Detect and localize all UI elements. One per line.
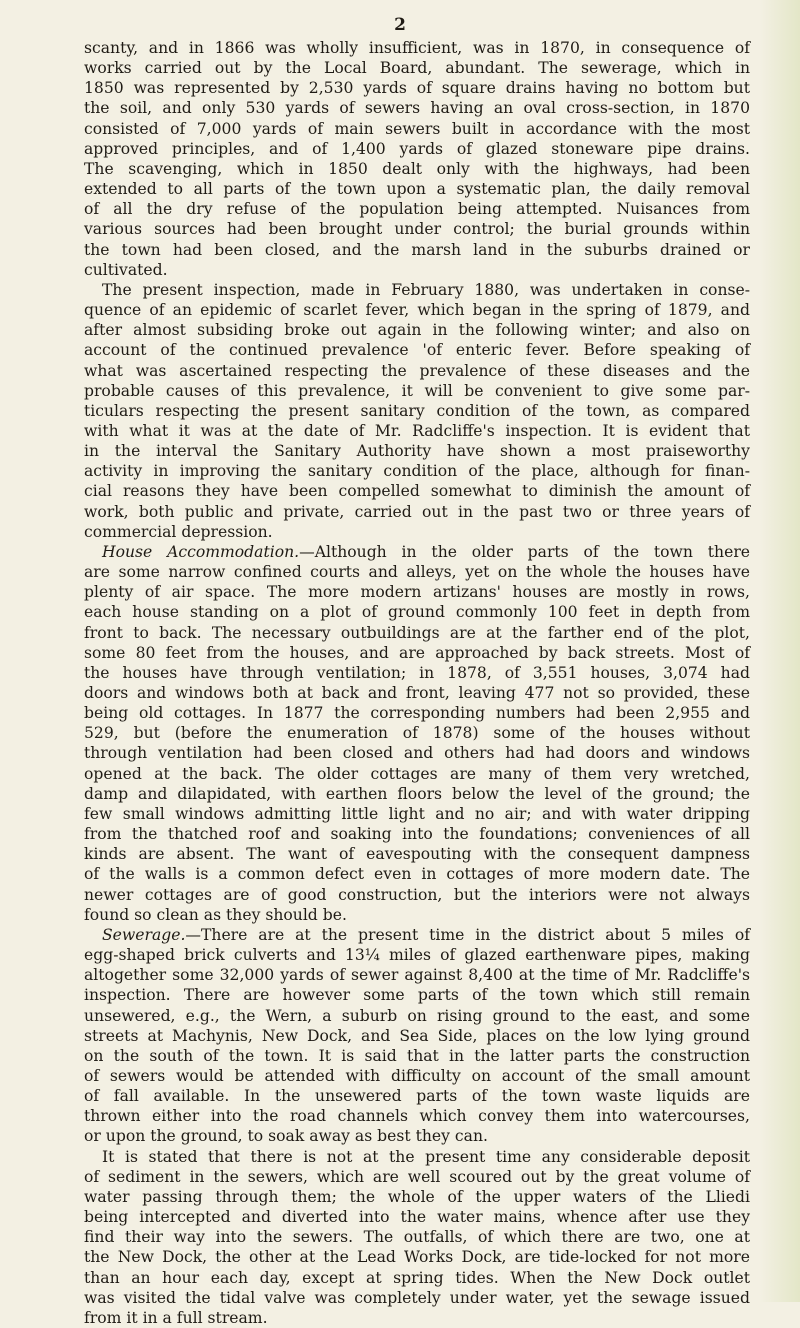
text-line: what was ascertained respecting the prevalence of these diseases and the <box>84 361 750 380</box>
text-line: kinds are absent. The want of eavespouting with the consequent dampness <box>84 845 750 864</box>
text-line: commercial depression. <box>84 522 273 541</box>
text-line: with what it was at the date of Mr. Radcliffe's inspection. It is evident that <box>84 421 750 440</box>
text-line: extended to all parts of the town upon a systematic plan, the daily removal <box>84 180 750 199</box>
text-line: of fall available. In the unsewered parts of the town waste liquids are <box>84 1087 750 1106</box>
paragraph-present-inspection <box>84 280 750 542</box>
text-line: House Accommodation.—Although in the older parts of the town there <box>102 542 751 561</box>
paragraph-sewerage <box>84 925 750 1147</box>
text-line: quence of an epidemic of scarlet fever, which began in the spring of 1879, and <box>84 301 750 320</box>
text-line: from it in a full stream. <box>84 1308 268 1327</box>
text-line: some 80 feet from the houses, and are approached by back streets. Most of <box>84 643 750 662</box>
text-line: of all the dry refuse of the population being attempted. Nuisances from <box>84 200 750 219</box>
text-line: damp and dilapidated, with earthen floors below the level of the ground; the <box>84 784 750 803</box>
text-line: streets at Machynis, New Dock, and Sea Side, places on the low lying ground <box>84 1026 750 1045</box>
text-line: approved principles, and of 1,400 yards of glazed stoneware pipe drains. <box>84 139 750 158</box>
text-line: from the thatched roof and soaking into the foundations; conveniences of all <box>84 825 750 844</box>
text-line: cial reasons they have been compelled somewhat to diminish the amount of <box>84 482 750 501</box>
text-line: scanty, and in 1866 was wholly insufficient, was in 1870, in consequence of <box>84 39 750 57</box>
page-number: 2 <box>394 15 406 35</box>
text-line: in the interval the Sanitary Authority have shown a most praiseworthy <box>84 442 750 461</box>
page-edge-discoloration <box>760 0 800 1302</box>
text-line: doors and windows both at back and front, leaving 477 not so provided, these <box>84 684 750 702</box>
text-line: cultivated. <box>84 260 168 279</box>
text-line: works carried out by the Local Board, abundant. The sewerage, which in <box>84 59 750 78</box>
text-line: Sewerage.—There are at the present time in the district about 5 miles of <box>102 925 750 944</box>
text-line: work, both public and private, carried out in the past two or three years of <box>84 502 750 521</box>
text-line: egg-shaped brick culverts and 13¼ miles of glazed earthenware pipes, making <box>84 946 750 965</box>
text-line: of sewers would be attended with difficulty on account of the small amount <box>84 1066 750 1085</box>
text-line: plenty of air space. The more modern artizans' houses are mostly in rows, <box>84 583 750 602</box>
text-line: of sediment in the sewers, which are well scoured out by the great volume of <box>84 1167 750 1186</box>
text-line: various sources had been brought under control; the burial grounds within <box>84 220 750 239</box>
text-line: 529, but (before the enumeration of 1878) some of the houses without <box>84 724 750 743</box>
text-line: through ventilation had been closed and others had had doors and windows <box>84 744 750 763</box>
text-line: water passing through them; the whole of the upper waters of the Lliedi <box>84 1187 750 1206</box>
text-line: thrown either into the road channels which convey them into watercourses, <box>84 1107 750 1126</box>
text-line: after almost subsiding broke out again in the following winter; and also on <box>84 321 750 340</box>
section-heading: Sewerage. <box>102 925 186 944</box>
text-line: account of the continued prevalence 'of enteric fever. Before speaking of <box>84 341 750 360</box>
text-line: find their way into the sewers. The outfalls, of which there are two, one at <box>84 1228 750 1247</box>
text-line: than an hour each day, except at spring tides. When the New Dock outlet <box>84 1268 750 1287</box>
text-line: the houses have through ventilation; in 1878, of 3,551 houses, 3,074 had <box>84 663 750 682</box>
text-line: the town had been closed, and the marsh land in the suburbs drained or <box>84 240 750 259</box>
text-line: probable causes of this prevalence, it will be convenient to give some par- <box>84 381 750 400</box>
text-line: altogether some 32,000 yards of sewer against 8,400 at the time of Mr. Radcliffe's <box>84 966 750 985</box>
paragraph-continuation <box>84 38 750 280</box>
text-line: on the south of the town. It is said that in the latter parts the construction <box>84 1046 750 1065</box>
text-line: of the walls is a common defect even in cottages of more modern date. The <box>84 865 750 884</box>
text-line: or upon the ground, to soak away as best they can. <box>84 1127 488 1146</box>
paragraph-house-accommodation <box>84 542 750 925</box>
text-line: The scavenging, which in 1850 dealt only with the highways, had been <box>84 159 750 178</box>
text-line: It is stated that there is not at the present time any considerable deposit <box>102 1147 750 1166</box>
text-line: unsewered, e.g., the Wern, a suburb on rising ground to the east, and some <box>84 1006 750 1025</box>
text-line: front to back. The necessary outbuildings are at the farther end of the plot, <box>84 623 750 642</box>
text-line: the soil, and only 530 yards of sewers having an oval cross-section, in 1870 <box>84 99 750 118</box>
text-line: are some narrow confined courts and alleys, yet on the whole the houses have <box>84 563 750 582</box>
text-line: The present inspection, made in February 1880, was undertaken in conse- <box>102 280 750 299</box>
section-heading: House Accommodation. <box>102 542 300 561</box>
text-line: consisted of 7,000 yards of main sewers built in accordance with the most <box>84 119 750 138</box>
text-line: being intercepted and diverted into the water mains, whence after use they <box>84 1208 750 1227</box>
text-line: 1850 was represented by 2,530 yards of square drains having no bottom but <box>84 79 750 98</box>
text-line: inspection. There are however some parts of the town which still remain <box>84 986 750 1005</box>
text-line: opened at the back. The older cottages are many of them very wretched, <box>84 764 750 783</box>
body-text <box>84 38 750 1328</box>
text-line: found so clean as they should be. <box>84 905 347 924</box>
text-line: being old cottages. In 1877 the corresponding numbers had been 2,955 and <box>84 704 750 723</box>
text-line: newer cottages are of good construction, but the interiors were not always <box>84 885 750 904</box>
text-line: ticulars respecting the present sanitary condition of the town, as compared <box>84 401 750 420</box>
text-line: was visited the tidal valve was completely under water, yet the sewage issued <box>84 1288 750 1307</box>
text-line: each house standing on a plot of ground commonly 100 feet in depth from <box>84 603 750 622</box>
text-line: the New Dock, the other at the Lead Works Dock, are tide-locked for not more <box>84 1248 750 1267</box>
paragraph-sediment <box>84 1147 750 1328</box>
text-line: activity in improving the sanitary condition of the place, although for finan- <box>84 462 750 481</box>
text-line: few small windows admitting little light and no air; and with water dripping <box>84 804 750 823</box>
